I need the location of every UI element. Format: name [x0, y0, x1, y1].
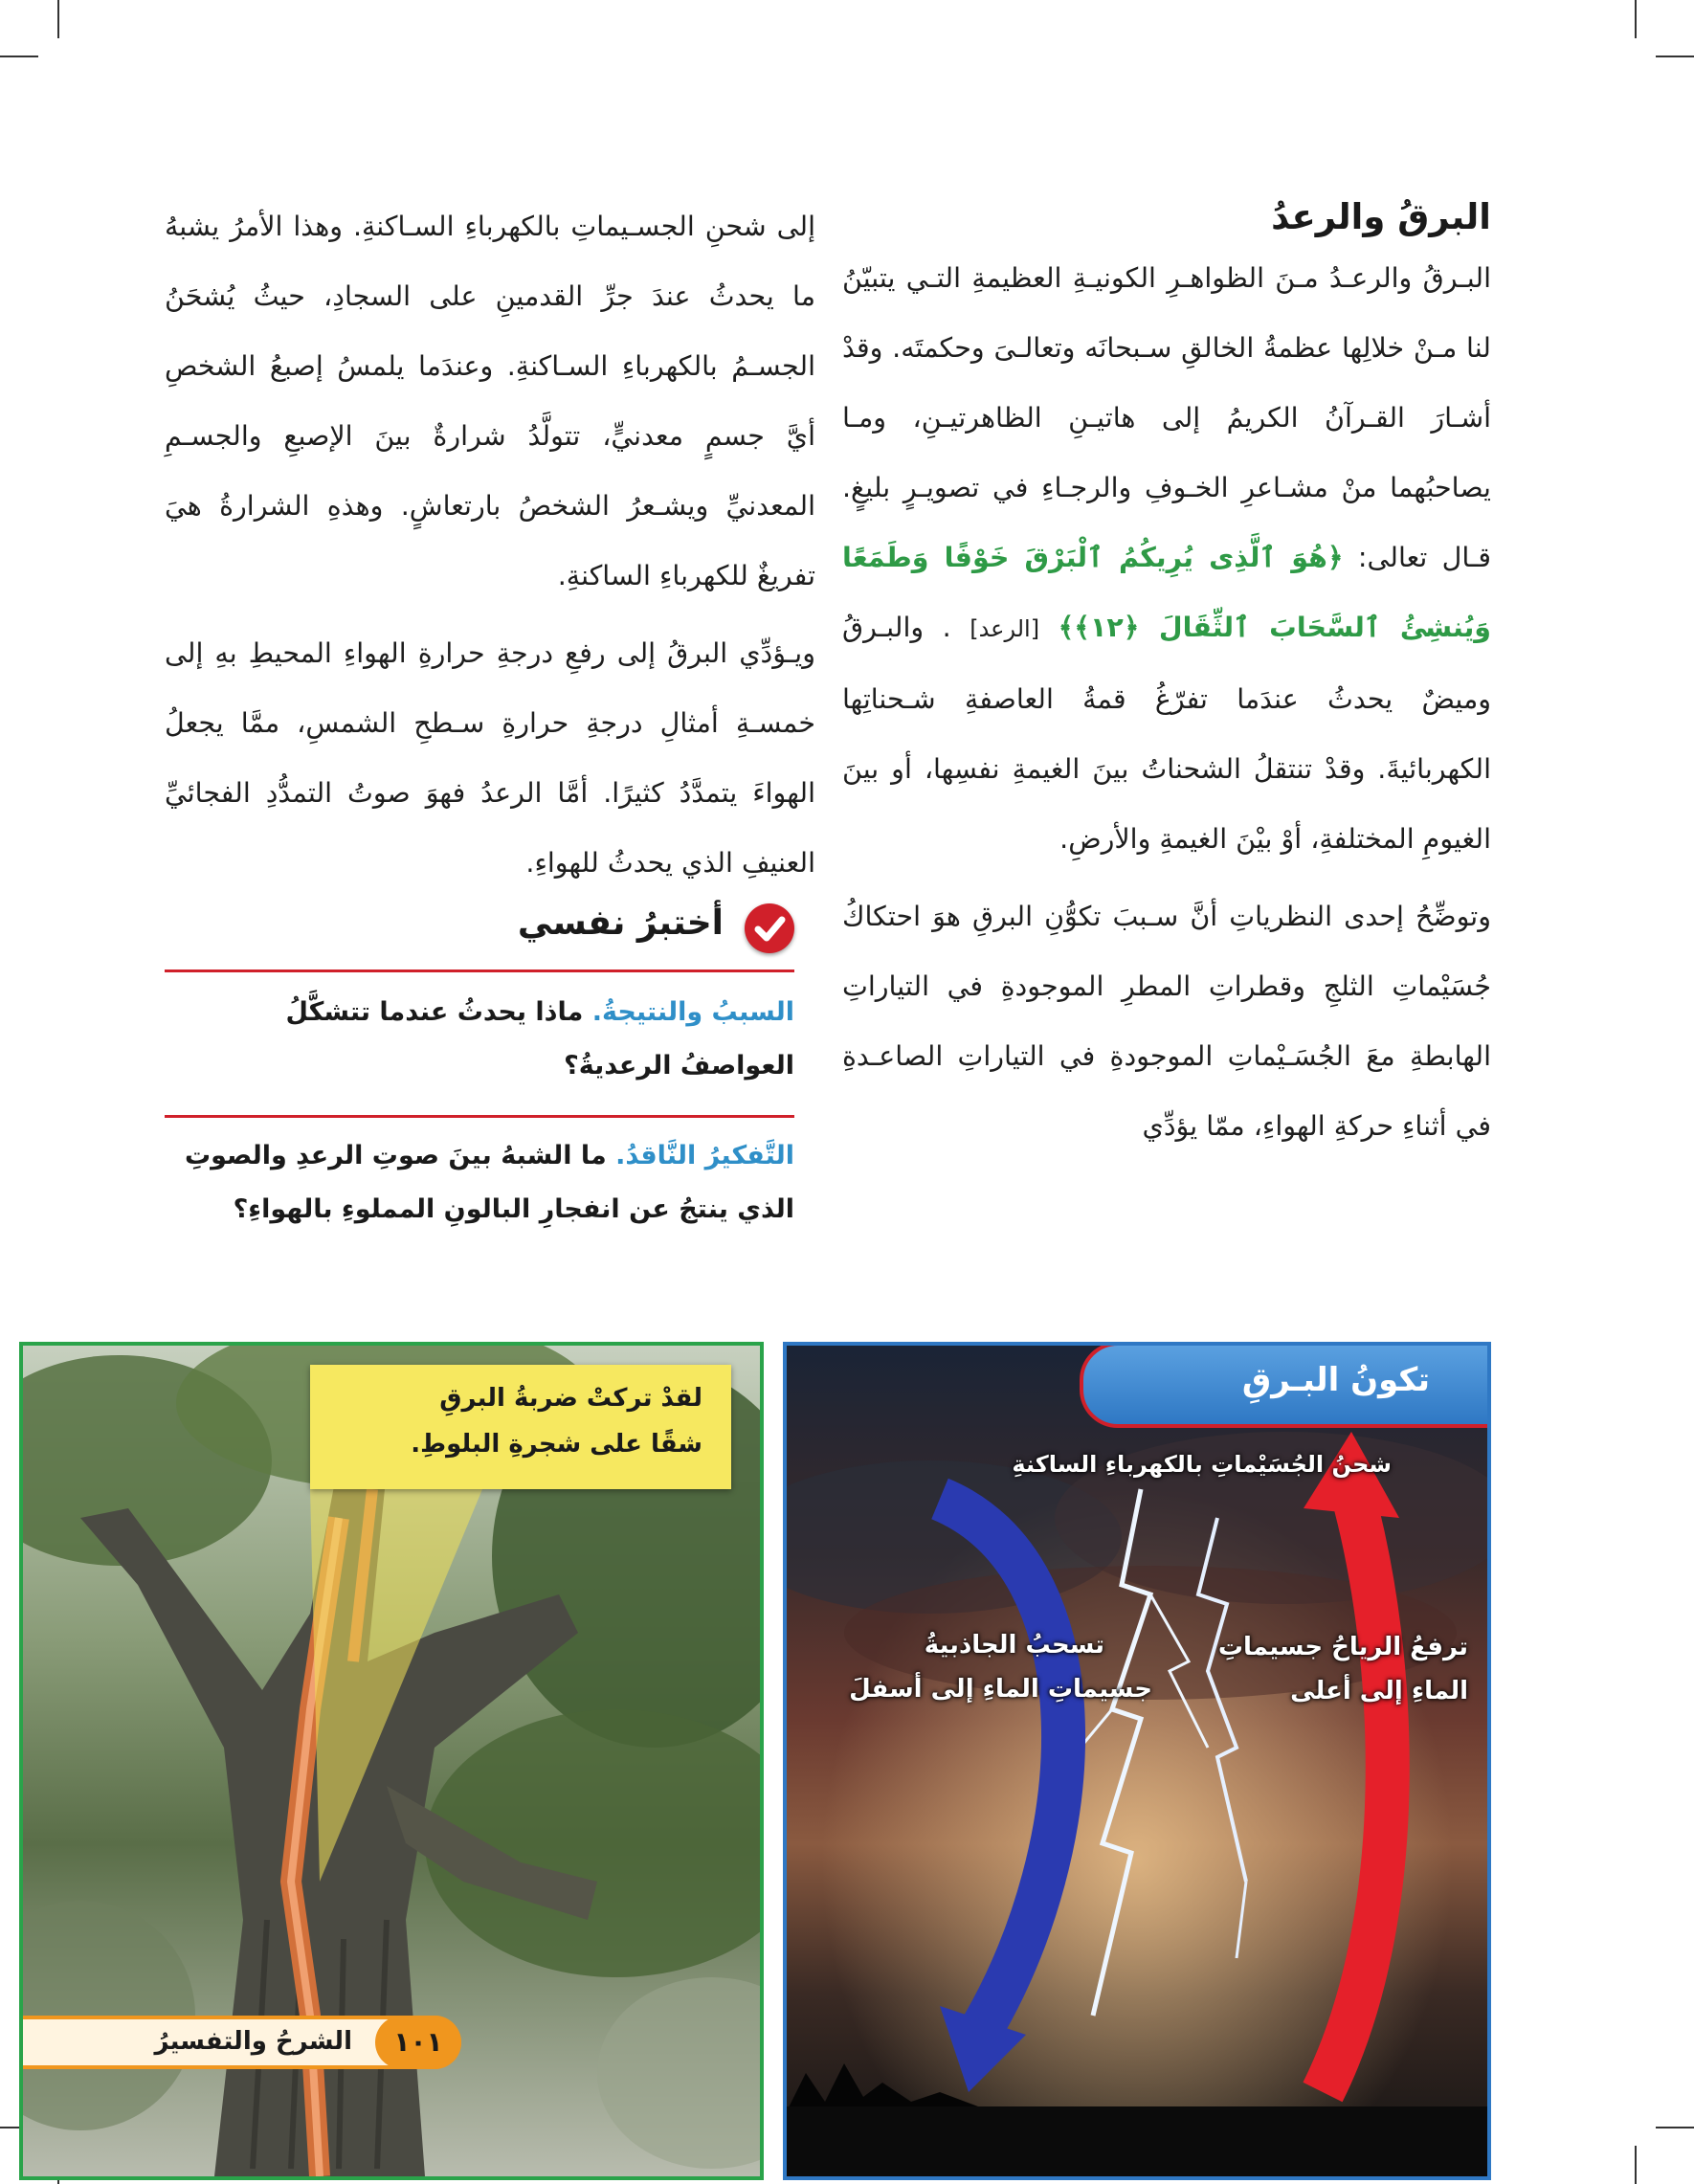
paragraph-theory: وتوضِّحُ إحدى النظرياتِ أنَّ سـببَ تكوُّنِ البرقِ هوَ احتكاكُ جُسَيْماتِ الثلجِ وقطراتِ المطرِ الموجودةِ في التياراتِ الهابطةِ معَ الجُسَـيْماتِ الموجودةِ في التياراتِ الصاعـدةِ في أثناءِ حركةِ الهواءِ، ممّا يؤدِّي [842, 901, 1491, 1142]
caption-line1: لقدْ تركتْ ضربةُ البرقِ [439, 1384, 702, 1413]
page-number: ١٠١ [393, 2026, 443, 2058]
question-critical-thinking [165, 1129, 794, 1237]
question-cause-effect [165, 986, 794, 1093]
page-number-badge [375, 2016, 461, 2069]
self-test-title: أختبرُ نفسي [517, 903, 724, 943]
diagram-title-tab [1080, 1342, 1491, 1428]
rising-label-line1: ترفعُ الرياحُ جسيماتِ [1217, 1633, 1468, 1661]
left-column [165, 191, 815, 898]
crop-mark [1656, 56, 1694, 57]
rule-top [165, 969, 794, 972]
paragraph-thunder: ويـؤدِّي البرقُ إلى رفعِ درجةِ حرارةِ الهواءِ المحيطِ بهِ إلى خمسـةِ أمثالِ درجةِ حرارةِ سـطحِ الشمسِ، ممَّا يجعلُ الهواءَ يتمدَّدُ كثيرًا. أمَّا الرعدُ فهوَ صوتُ التمدُّدِ الفجائيِّ العنيفِ الذي يحدثُ للهواءِ. [165, 637, 815, 879]
lightning-formation-diagram [783, 1342, 1491, 2180]
cause-effect-question: ماذا يحدثُ عندما تتشكَّلُ العواصفُ الرعديةُ؟ [285, 997, 794, 1081]
rising-label-line2: الماءِ إلى أعلى [1290, 1677, 1468, 1705]
critical-thinking-question: ما الشبهُ بينَ صوتِ الرعدِ والصوتِ الذي ينتجُ عن انفجارِ البالونِ المملوءِ بالهواءِ؟ [184, 1141, 794, 1224]
rule-middle [165, 1115, 794, 1118]
paragraph-intro [842, 243, 1491, 874]
self-test-header [498, 900, 794, 957]
crop-mark [1656, 2127, 1694, 2128]
verse-reference: [الرعد] [970, 615, 1040, 642]
falling-label-line1: تسحبُ الجاذبيةُ [924, 1631, 1104, 1660]
footer-section-name: الشرحُ والتفسيرُ [154, 2027, 352, 2056]
oak-tree-photo [19, 1342, 764, 2180]
paragraph-static-charge: إلى شحنِ الجسـيماتِ بالكهرباءِ السـاكنةِ. وهذا الأمرُ يشبهُ ما يحدثُ عندَ جرِّ القدمينِ على السجادِ، حيثُ يُشحَنُ الجسـمُ بالكهرباءِ السـاكنةِ. وعندَما يلمسُ إصبعُ الشخصِ أيَّ جسمٍ معدنيٍّ، تتولَّدُ شرارةٌ بينَ الإصبعِ والجسـمِ المعدنيِّ ويشـعرُ الشخصُ بارتعاشٍ. وهذهِ الشرارةُ هيَ تفريغٌ للكهرباءِ الساكنةِ. [165, 211, 815, 591]
diagram-title: تكونُ البـرقِ [1241, 1361, 1430, 1399]
intro-text: البـرقُ والرعـدُ مـنَ الظواهـرِ الكونيـةِ العظيمةِ التـي يتبيّنُ لنا مـنْ خلالِها عظمةُ الخالقِ سـبحانَه وتعالـىَ وحكمتَه. وقدْ أشـارَ القـرآنُ الكريمُ إلى هاتيـنِ الظاهرتيـنِ، ومـا يصاحبُهما منْ مشـاعرِ الخـوفِ والرجـاءِ في تصويـرٍ بليغٍ. قـال تعالى: [842, 262, 1491, 573]
cause-effect-label: السببُ والنتيجةُ. [591, 997, 794, 1027]
checkmark-icon [745, 903, 794, 953]
caption-line2: شقًا على شجرةِ البلوطِ. [411, 1430, 702, 1459]
crop-mark [1635, 0, 1637, 38]
quran-verse: ﴿هُوَ ٱلَّذِى يُرِيكُمُ ٱلْبَرْقَ خَوْفًا وَطَمَعًا وَيُنشِئُ ٱلسَّحَابَ ٱلثِّقَالَ ﴿١٢﴾﴾ [842, 542, 1491, 643]
photo-caption-box [310, 1365, 731, 1489]
crop-mark [0, 56, 38, 57]
lightning-definition: . والبـرقُ وميضٌ يحدثُ عندَما تفرّغُ قمةُ العاصفةِ شـحناتِها الكهربائيةَ. وقدْ تنتقلُ الشحناتُ بينَ الغيمةِ نفسِها، أو بينَ الغيومِ المختلفةِ، أوْ بيْنَ الغيمةِ والأرضِ. [842, 612, 1491, 855]
section-title: البرقُ والرعدُ [1271, 196, 1491, 237]
crop-mark [57, 0, 59, 38]
top-label: شحنُ الجُسَيْماتِ بالكهرباءِ الساكنةِ [1012, 1451, 1392, 1478]
right-column [842, 196, 1491, 1161]
page-footer [19, 2016, 461, 2069]
critical-thinking-label: التَّفكيرُ النَّاقدُ. [615, 1141, 794, 1170]
falling-label-line2: جسيماتِ الماءِ إلى أسفلَ [849, 1675, 1152, 1704]
crop-mark [1635, 2146, 1637, 2184]
